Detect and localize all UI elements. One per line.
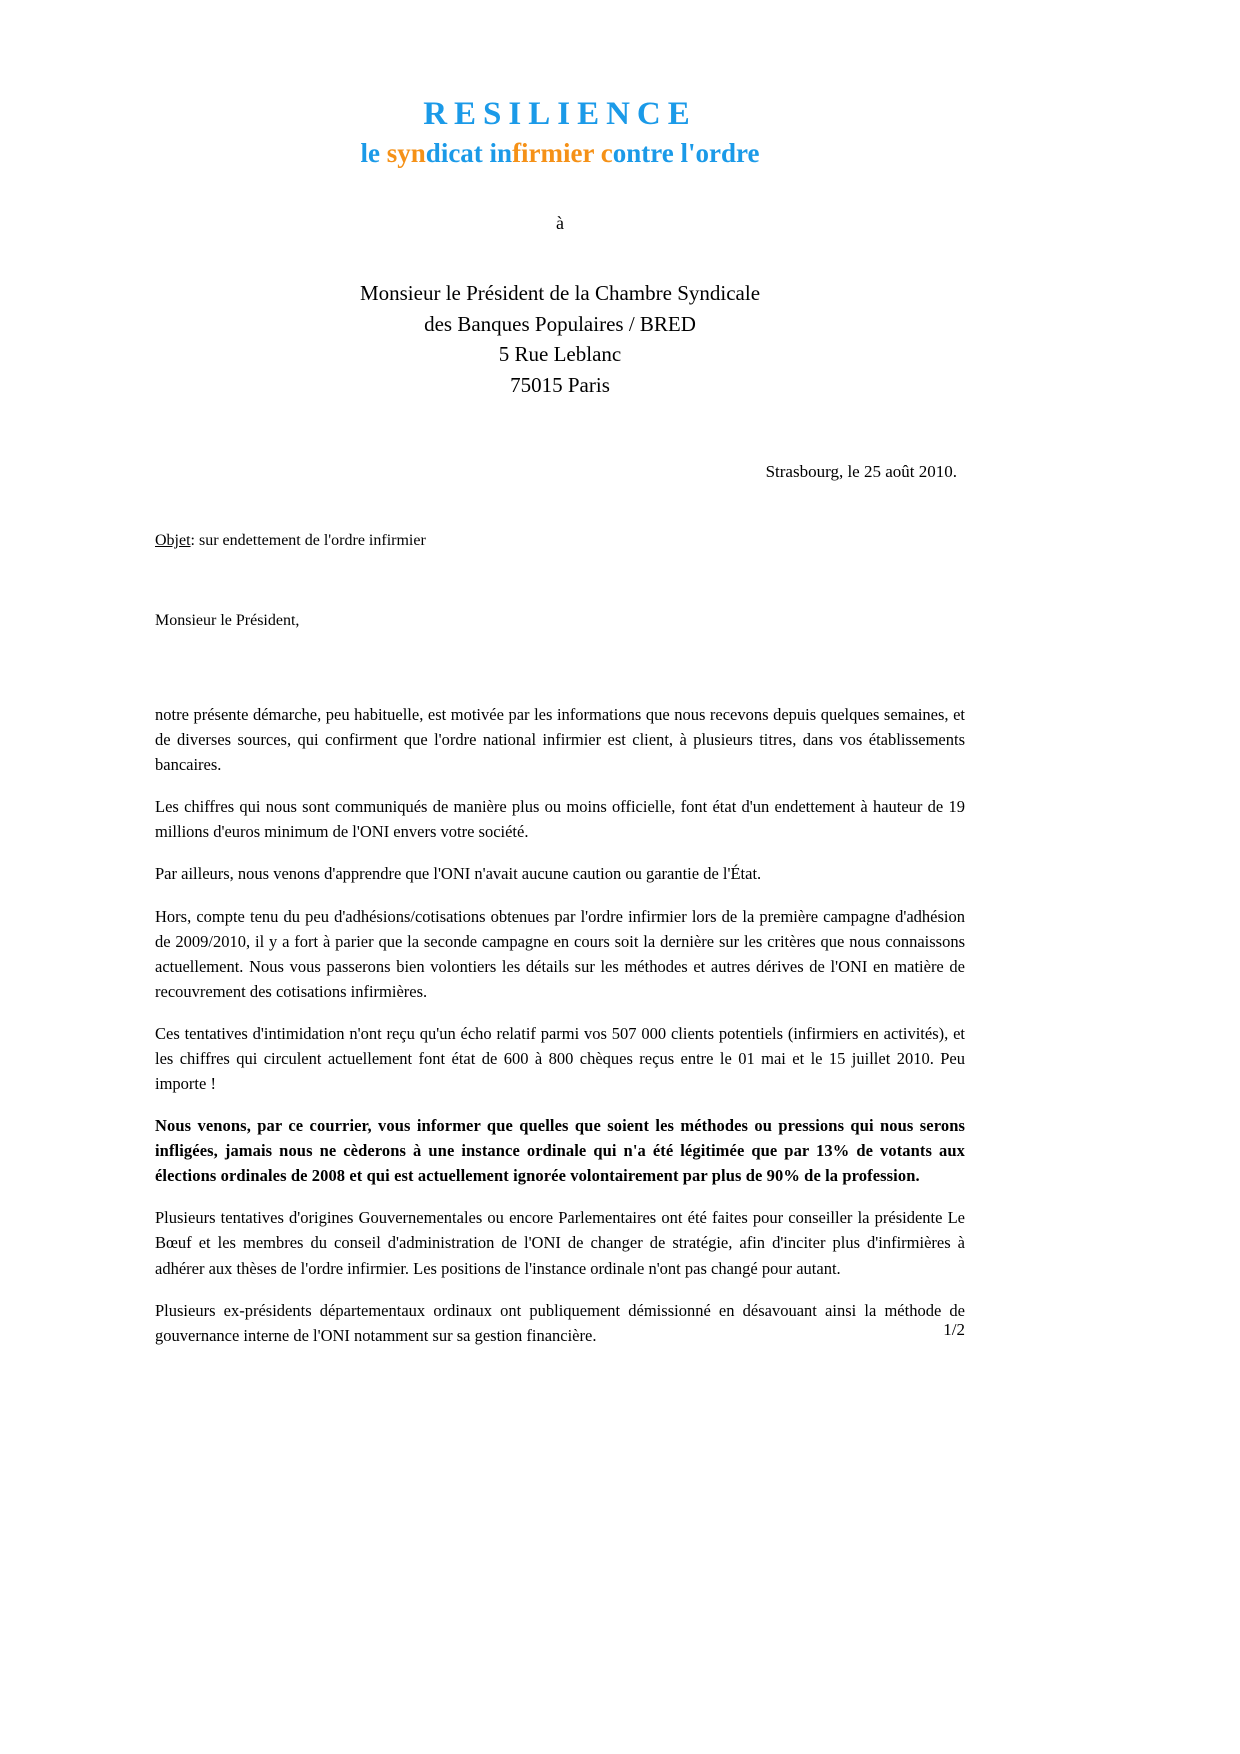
body-paragraph: Ces tentatives d'intimidation n'ont reçu qu'un écho relatif parmi vos 507 000 clients potentiels (infirmiers en activités), et les chiffres qui circulent actuellement font état de 600 à 800 chèques reçus entre le 01 mai et le 15 juillet 2010. Peu importe ! [155,1023,965,1094]
address-line: des Banques Populaires / BRED [424,311,696,336]
subject-line [155,532,965,550]
organization-tagline [155,138,965,169]
body-paragraph: Hors, compte tenu du peu d'adhésions/cotisations obtenues par l'ordre infirmier lors de la première campagne d'adhésion de 2009/2010, il y a fort à parier que la seconde campagne en cours soit la dernière sur les critères que nous connaissons actuellement. Nous vous passerons bien volontiers les détails sur les méthodes et autres dérives de l'ONI en matière de recouvrement des cotisations infirmières. [155,906,965,1001]
tagline-segment-4: firmier [512,138,601,169]
tagline-segment-5: c [600,138,613,169]
subject-label: Objet [155,532,191,550]
page-indicator: 1/2 [943,1320,965,1339]
recipient-address-block [155,278,965,400]
organization-name: RESILIENCE [423,96,697,132]
salutation: Monsieur le Président, [155,612,300,630]
letter-body [155,702,965,1348]
tagline-segment-2: syn [386,138,426,169]
body-paragraph-emphasized: Nous venons, par ce courrier, vous informer que quelles que soient les méthodes ou pressions qui nous serons infligées, jamais nous ne cèderons à une instance ordinale qui n'a été légitimée que par 13% de votants aux élections ordinales de 2008 et qui est actuellement ignorée volontairement par plus de 90% de la profession. [155,1116,965,1186]
body-paragraph: notre présente démarche, peu habituelle, est motivée par les informations que nous recevons depuis quelques semaines, et de diverses sources, qui confirment que l'ordre national infirmier est client, à plusieurs titres, dans vos établissements bancaires. [155,705,965,775]
letter-content [155,0,965,1365]
body-paragraph: Plusieurs tentatives d'origines Gouvernementales ou encore Parlementaires ont été faites pour conseiller la présidente Le Bœuf et les membres du conseil d'administration de l'ONI de changer de stratégie, afin d'inciter plus d'infirmières à adhérer aux thèses de l'ordre infirmier. Les positions de l'instance ordinale n'ont pas changé pour autant. [155,1208,965,1278]
tagline-segment-1: le [360,138,387,169]
body-paragraph: Plusieurs ex-présidents départementaux ordinaux ont publiquement démissionné en désavouant ainsi la méthode de gouvernance interne de l'ONI notamment sur sa gestion financière. [155,1300,965,1345]
address-line: 75015 Paris [510,372,610,397]
subject-text: : sur endettement de l'ordre infirmier [190,532,426,550]
address-line: Monsieur le Président de la Chambre Syndicale [359,281,761,306]
body-paragraph: Par ailleurs, nous venons d'apprendre que l'ONI n'avait aucune caution ou garantie de l'État. [155,864,762,884]
body-paragraph: Les chiffres qui nous sont communiqués de manière plus ou moins officielle, font état d'un endettement à hauteur de 19 millions d'euros minimum de l'ONI envers votre société. [155,797,965,842]
tagline-segment-3: dicat in [425,138,513,169]
to-marker: à [556,213,564,234]
address-line: 5 Rue Leblanc [498,342,622,367]
dateline: Strasbourg, le 25 août 2010. [765,462,957,482]
tagline-segment-6: ontre l'ordre [612,138,760,169]
page-footer [155,1320,965,1340]
letterhead [155,0,965,169]
